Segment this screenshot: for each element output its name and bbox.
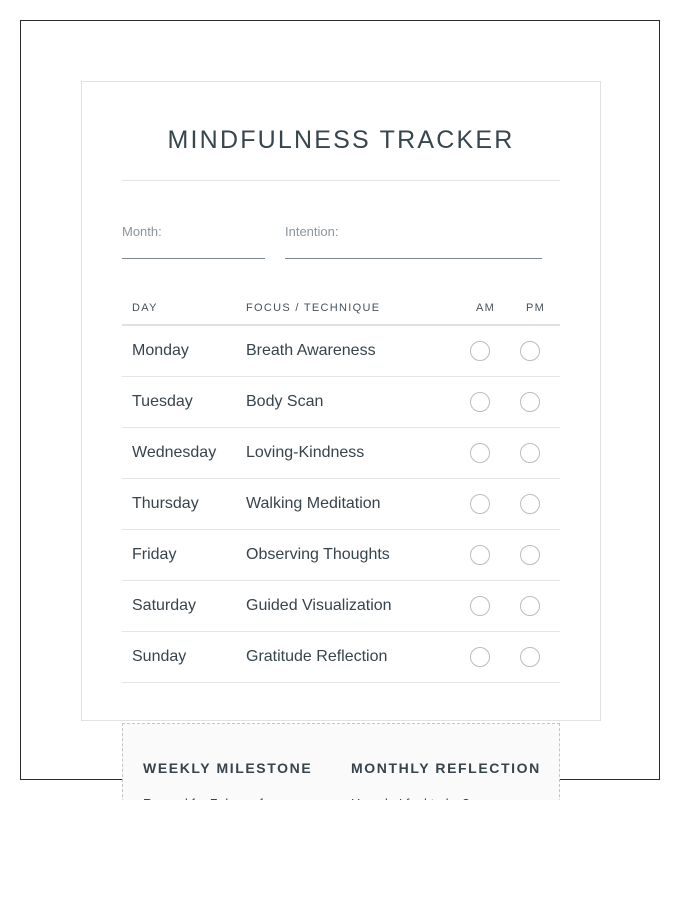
header-focus: FOCUS / TECHNIQUE [246,302,381,314]
pm-checkbox[interactable] [520,596,540,616]
pm-checkbox[interactable] [520,341,540,361]
am-checkbox[interactable] [470,494,490,514]
viewport-clip [0,800,700,900]
page-title: MINDFULNESS TRACKER [167,126,515,154]
tracker-card [81,81,601,721]
month-label: Month: [122,224,162,239]
table-row [122,377,560,428]
am-checkbox[interactable] [470,341,490,361]
row-focus: Observing Thoughts [246,546,390,563]
row-day: Sunday [132,648,187,665]
monthly-reflection-heading: MONTHLY REFLECTION [351,760,541,776]
row-focus: Body Scan [246,393,324,410]
header-pm: PM [526,302,546,314]
row-focus: Breath Awareness [246,342,376,359]
pm-checkbox[interactable] [520,545,540,565]
am-checkbox[interactable] [470,545,490,565]
weekly-milestone-heading: WEEKLY MILESTONE [143,760,313,776]
row-focus: Guided Visualization [246,597,392,614]
title-divider [122,180,560,181]
row-day: Thursday [132,495,199,512]
table-row [122,479,560,530]
header-day: DAY [132,302,158,314]
month-field[interactable] [122,258,265,259]
table-row [122,581,560,632]
row-focus: Gratitude Reflection [246,648,388,665]
row-day: Monday [132,342,189,359]
row-focus: Walking Meditation [246,495,381,512]
am-checkbox[interactable] [470,647,490,667]
pm-checkbox[interactable] [520,443,540,463]
am-checkbox[interactable] [470,443,490,463]
table-row [122,326,560,377]
header-am: AM [476,302,496,314]
am-checkbox[interactable] [470,392,490,412]
pm-checkbox[interactable] [520,392,540,412]
row-day: Wednesday [132,444,217,461]
intention-field[interactable] [285,258,542,259]
table-row [122,632,560,683]
row-day: Friday [132,546,177,563]
intention-label: Intention: [285,224,339,239]
row-day: Saturday [132,597,197,614]
pm-checkbox[interactable] [520,647,540,667]
am-checkbox[interactable] [470,596,490,616]
pm-checkbox[interactable] [520,494,540,514]
table-row [122,530,560,581]
table-row [122,428,560,479]
row-focus: Loving-Kindness [246,444,365,461]
row-day: Tuesday [132,393,193,410]
